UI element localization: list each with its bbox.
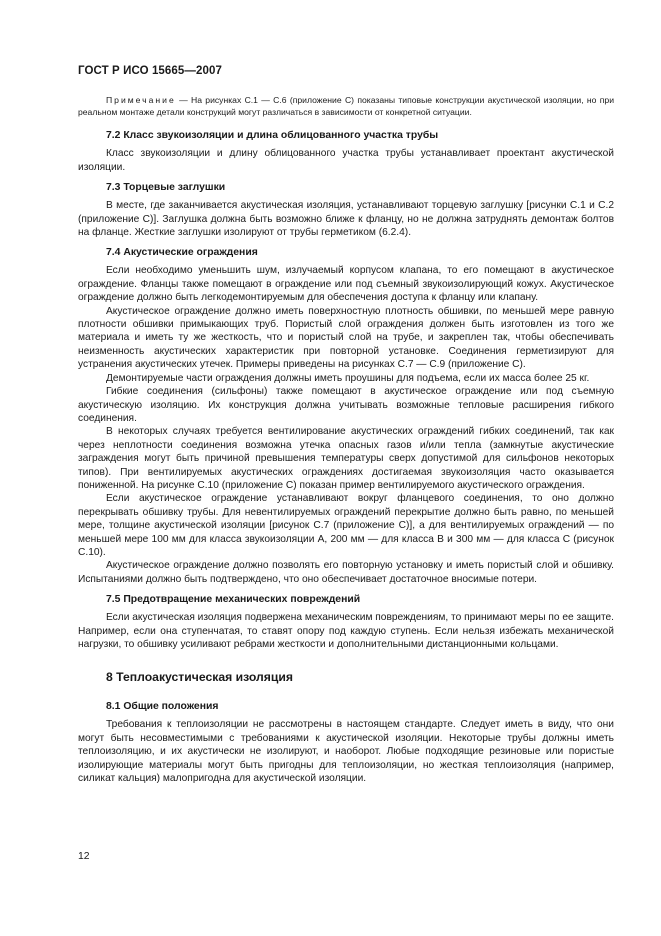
note-label: Примечание [106,95,176,105]
section-8-1-heading: 8.1 Общие положения [106,701,219,713]
section-7-4-paragraph-2: Акустическое ограждение должно иметь поверхностную плотность обшивки, по меньшей мере равную плотности обшивки примыкающих труб. Пористый слой ограждения должен быть изготовлен из того же материала и иметь ту же жесткость, что и пористый слой на трубе, и закреплен так, чтобы обеспечивать неизменность акустических характеристик при повторной установке. Соединения герметизируют для устранения акустических утечек. Примеры приведены на рисунках С.7 — С.9 (приложение С). [78,305,614,371]
section-7-2-paragraph-1: Класс звукоизоляции и длину облицованного участка трубы устанавливает проектант акустической изоляции. [78,148,614,173]
section-7-2-heading: 7.2 Класс звукоизоляции и длина облицованного участка трубы [106,130,439,142]
section-7-5-paragraph-1: Если акустическая изоляция подвержена механическим повреждениям, то принимают меры по ее защите. Например, если она ступенчатая, то ставят опору под каждую ступень. Если нельзя избежать механической нагрузки, то обшивку усиливают ребрами жесткости и дополнительными дистанционными кольцами. [78,612,614,650]
note-text: — На рисунках С.1 — С.6 (приложение С) показаны типовые конструкции акустической изоляции, но при реальном монтаже детали конструкций могут различаться в зависимости от конкретной ситуации. [78,95,614,118]
section-7-4-heading: 7.4 Акустические ограждения [106,247,258,259]
section-7-4-paragraph-6: Если акустическое ограждение устанавливают вокруг фланцевого соединения, то оно должно перекрывать обшивку трубы. Для невентилируемых ограждений перекрытие должно быть равно, по меньшей мере, толщине акустической изоляции [рисунок С.7 (приложение С)], а для вентилируемых ограждений — по меньшей мере 100 мм для класса звукоизоляции А, 200 мм — для класса В и 300 мм — для класса С (рисунок С.10). [78,493,614,558]
section-7-3-heading: 7.3 Торцевые заглушки [106,182,226,194]
section-7-4-paragraph-3: Демонтируемые части ограждения должны иметь проушины для подъема, если их масса более 25 кг. [106,372,590,384]
section-7-5-heading: 7.5 Предотвращение механических повреждений [106,594,361,606]
document-header: ГОСТ Р ИСО 15665—2007 [78,65,223,77]
section-8-heading: 8 Теплоакустическая изоляция [106,670,293,685]
section-7-4-paragraph-4: Гибкие соединения (сильфоны) также помещают в акустическое ограждение или под съемную акустическую изоляцию. Их конструкция должна учитывать возможные тепловые расширения гибкого соединения. [78,386,614,424]
page-number: 12 [78,851,90,862]
page-content [78,94,614,785]
section-8-1-paragraph-1: Требования к теплоизоляции не рассмотрены в настоящем стандарте. Следует иметь в виду, что они могут быть несовместимыми с требованиями к акустической изоляции. Некоторые трубы должны иметь теплоизоляцию, и их акустически не изолируют, и наоборот. Любые подходящие резиновые или пористые изолирующие материалы могут быть пригодны для теплоизоляции, но жесткая теплоизоляция (например, силикат кальция) малопригодна для акустической изоляции. [78,719,614,785]
section-7-4-paragraph-7: Акустическое ограждение должно позволять его повторную установку и иметь пористый слой и обшивку. Испытаниями должно быть подтверждено, что оно обеспечивает достаточное вносимые потери. [78,560,614,585]
section-7-4-paragraph-5: В некоторых случаях требуется вентилирование акустических ограждений гибких соединений, так как через неплотности соединения возможна утечка опасных газов и/или тепла (замкнутые акустические заграждения могут быть причиной превышения температуры сверх допустимой для сильфонов некоторых типов). При вентилируемых акустических ограждениях достигаемая звукоизоляция часто оказывается пониженной. На рисунке С.10 (приложение С) показан пример вентилируемого акустического ограждения. [78,426,614,491]
note-paragraph [78,94,614,118]
section-7-4-paragraph-1: Если необходимо уменьшить шум, излучаемый корпусом клапана, то его помещают в акустическое ограждение. Фланцы также помещают в ограждение или под съемный звукоизолирующий кожух. Акустическое ограждение должно быть легкодемонтируемым для обеспечения доступа к фланцу или клапану. [78,265,614,304]
section-7-3-paragraph-1: В месте, где заканчивается акустическая изоляция, устанавливают торцевую заглушку [рисунки С.1 и С.2 (приложение С)]. Заглушка должна быть возможно ближе к фланцу, но не должна затруднять демонтаж болтов на фланце. Жесткие заглушки изолируют от трубы герметиком (6.2.4). [78,200,614,239]
